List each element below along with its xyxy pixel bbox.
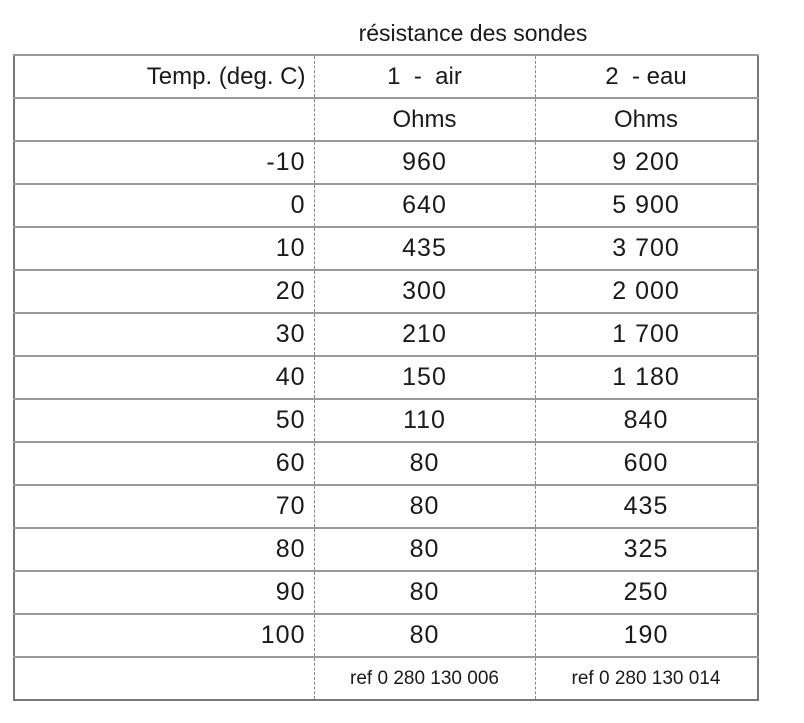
table-row	[14, 141, 758, 184]
air-resistance-cell: 80	[314, 614, 535, 657]
air-resistance-cell: 80	[314, 442, 535, 485]
header-water: 2 - eau	[535, 55, 758, 98]
table-row	[14, 485, 758, 528]
water-resistance-cell: 1 180	[535, 356, 758, 399]
temperature-cell: -10	[14, 141, 314, 184]
table-row	[14, 571, 758, 614]
table-row	[14, 356, 758, 399]
water-resistance-cell: 2 000	[535, 270, 758, 313]
water-resistance-cell: 600	[535, 442, 758, 485]
table-row	[14, 528, 758, 571]
air-resistance-cell: 960	[314, 141, 535, 184]
water-resistance-cell: 9 200	[535, 141, 758, 184]
units-temperature	[14, 98, 314, 141]
units-air: Ohms	[314, 98, 535, 141]
water-resistance-cell: 250	[535, 571, 758, 614]
water-resistance-cell: 1 700	[535, 313, 758, 356]
table-title: résistance des sondes	[358, 20, 588, 46]
water-resistance-cell: 435	[535, 485, 758, 528]
water-resistance-cell: 3 700	[535, 227, 758, 270]
air-resistance-cell: 640	[314, 184, 535, 227]
reference-row	[14, 657, 758, 700]
water-resistance-cell: 190	[535, 614, 758, 657]
temperature-cell: 90	[14, 571, 314, 614]
table-row	[14, 313, 758, 356]
units-row	[14, 98, 758, 141]
air-resistance-cell: 80	[314, 485, 535, 528]
table-row	[14, 399, 758, 442]
table-row	[14, 442, 758, 485]
water-resistance-cell: 325	[535, 528, 758, 571]
temperature-cell: 10	[14, 227, 314, 270]
temperature-cell: 50	[14, 399, 314, 442]
temperature-cell: 30	[14, 313, 314, 356]
temperature-cell: 40	[14, 356, 314, 399]
ref-water: ref 0 280 130 014	[535, 657, 758, 700]
temperature-cell: 100	[14, 614, 314, 657]
air-resistance-cell: 80	[314, 571, 535, 614]
header-temperature: Temp. (deg. C)	[14, 55, 314, 98]
air-resistance-cell: 80	[314, 528, 535, 571]
units-water: Ohms	[535, 98, 758, 141]
temperature-cell: 80	[14, 528, 314, 571]
air-resistance-cell: 300	[314, 270, 535, 313]
temperature-cell: 0	[14, 184, 314, 227]
header-row	[14, 55, 758, 98]
ref-empty	[14, 657, 314, 700]
table-row	[14, 270, 758, 313]
water-resistance-cell: 5 900	[535, 184, 758, 227]
air-resistance-cell: 435	[314, 227, 535, 270]
air-resistance-cell: 210	[314, 313, 535, 356]
table-row	[14, 227, 758, 270]
temperature-cell: 60	[14, 442, 314, 485]
water-resistance-cell: 840	[535, 399, 758, 442]
air-resistance-cell: 110	[314, 399, 535, 442]
temperature-cell: 20	[14, 270, 314, 313]
ref-air: ref 0 280 130 006	[314, 657, 535, 700]
temperature-cell: 70	[14, 485, 314, 528]
air-resistance-cell: 150	[314, 356, 535, 399]
table-row	[14, 184, 758, 227]
table-row	[14, 614, 758, 657]
sensor-resistance-table	[13, 54, 759, 701]
header-air: 1 - air	[314, 55, 535, 98]
